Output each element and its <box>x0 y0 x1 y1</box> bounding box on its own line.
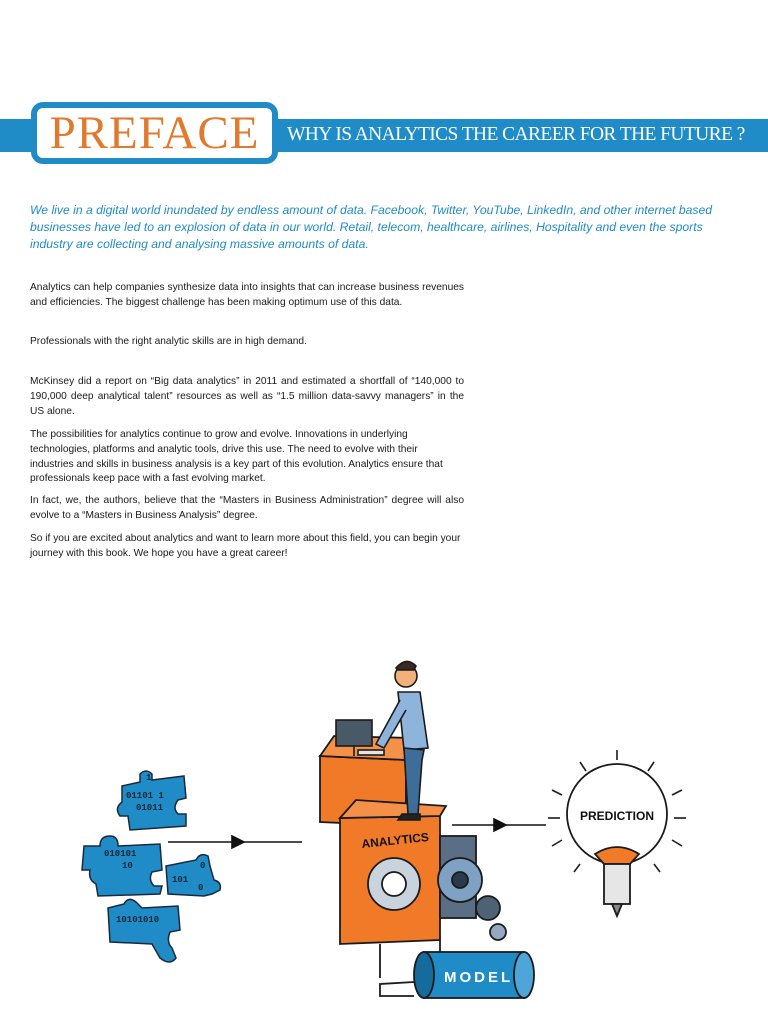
model-label: MODEL <box>444 969 514 986</box>
paragraph-text: The possibilities for analytics continue to grow and evolve. Innovations in underlying technologies, platforms and analytic tools, drive this use. The need to evolve with their industries and skills in business analysis is a key part of this evolution. Analytics ensure that professionals keep pace with a fast evolving market. <box>30 429 443 485</box>
body-paragraph <box>30 494 464 524</box>
box-gear-hole <box>382 872 406 896</box>
small-gear <box>476 896 500 920</box>
body-paragraph <box>30 375 464 419</box>
body-paragraph <box>30 281 464 311</box>
person-shoes <box>398 814 420 820</box>
large-gear-hub <box>452 872 468 888</box>
body-paragraph <box>30 428 464 487</box>
cylinder-end <box>414 952 434 998</box>
binary-text: 01011 <box>136 803 164 813</box>
paragraph-text: In fact, we, the authors, believe that the “Masters in Business Administration” degree will also evolve to a “Masters in Business Analysis” degree. <box>30 495 464 521</box>
bulb-base <box>604 864 630 904</box>
prediction-bulb <box>548 750 686 916</box>
analytics-illustration <box>0 640 768 1024</box>
body-paragraph <box>30 532 464 562</box>
binary-text: 0 <box>200 861 206 871</box>
binary-text: 101 <box>172 875 189 885</box>
binary-text: 1 <box>146 773 152 783</box>
analytics-label: ANALYTICS <box>360 829 430 851</box>
analytics-box-top <box>340 800 446 818</box>
preface-title-box <box>31 102 278 164</box>
binary-text: 0 <box>198 883 204 893</box>
page-title: PREFACE <box>49 107 260 159</box>
person-hair <box>396 661 416 670</box>
puzzle-piece-4 <box>108 899 180 962</box>
binary-text: 010101 <box>104 849 137 859</box>
paragraph-text: Professionals with the right analytic skills are in high demand. <box>30 336 307 347</box>
prediction-label: PREDICTION <box>579 809 655 823</box>
paragraph-text: McKinsey did a report on “Big data analytics” in 2011 and estimated a shortfall of “140,000 to 190,000 deep analytical talent” resources as well as “1.5 million data-savvy managers” in the US alone. <box>30 376 464 417</box>
monitor <box>336 720 372 746</box>
cylinder-end <box>514 952 534 998</box>
body-paragraph <box>30 335 464 350</box>
keyboard <box>358 750 384 755</box>
binary-text: 01101 1 <box>126 791 164 801</box>
person-shirt <box>398 692 428 750</box>
bulb-tip <box>612 904 622 916</box>
output-arrowhead <box>494 819 506 831</box>
input-arrowhead <box>232 836 244 848</box>
bulb-filament <box>595 847 639 864</box>
intro-paragraph: We live in a digital world inundated by endless amount of data. Facebook, Twitter, YouTube, LinkedIn, and other internet based businesses have led to an explosion of data in our world. Retail, telecom, healthcare, airlines, Hospitality and even the sports industry are collecting and analysing massive amounts of data. <box>30 203 713 251</box>
binary-text: 10101010 <box>116 915 160 925</box>
paragraph-text: Analytics can help companies synthesize data into insights that can increase business revenues and efficiencies. The biggest challenge has been making optimum use of this data. <box>30 282 464 308</box>
tiny-gear <box>490 924 506 940</box>
page-subtitle: WHY IS ANALYTICS THE CAREER FOR THE FUTURE ? <box>287 124 745 145</box>
cylinder-pipe <box>380 982 414 996</box>
paragraph-text: So if you are excited about analytics and want to learn more about this field, you can begin your journey with this book. We hope you have a great career! <box>30 533 461 559</box>
binary-text: 10 <box>122 861 133 871</box>
